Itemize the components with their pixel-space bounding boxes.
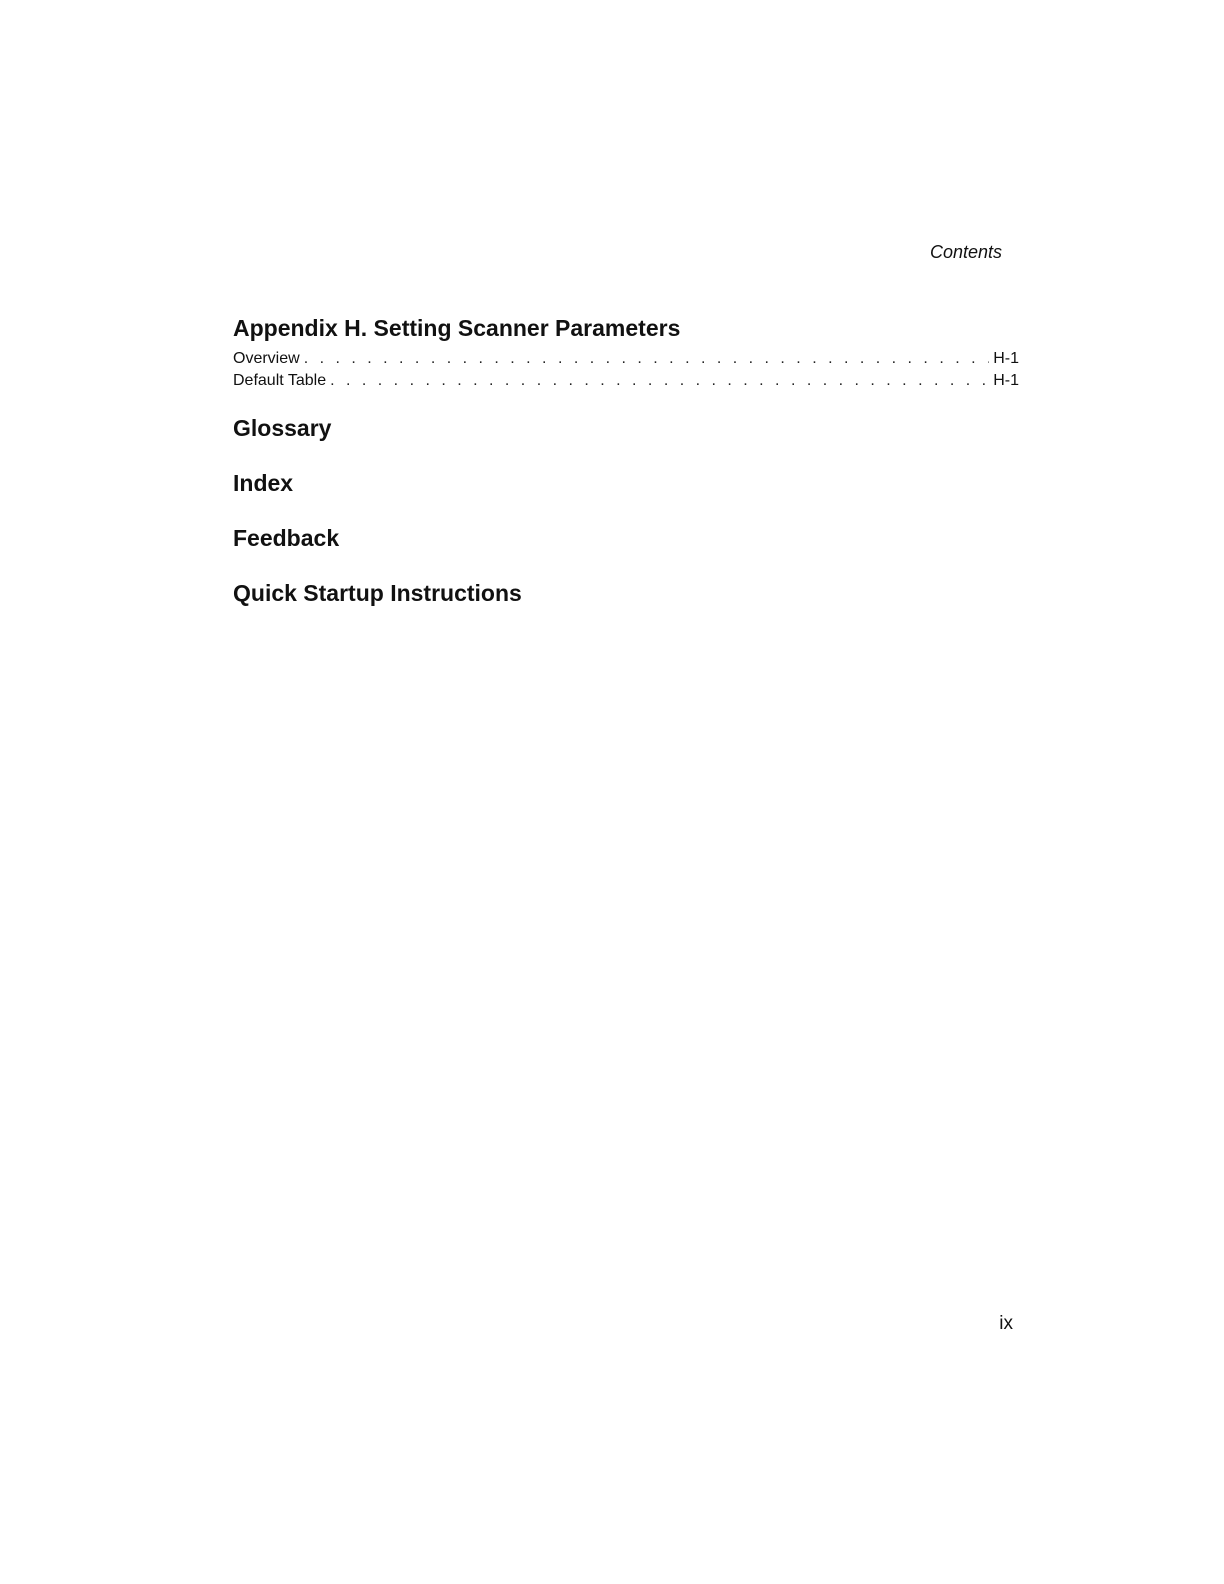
toc-entry[interactable]: [233, 348, 1019, 370]
dot-leader: [304, 348, 990, 370]
table-of-contents: [233, 312, 1019, 609]
section-title[interactable]: Feedback: [233, 525, 340, 551]
toc-section-feedback: [233, 522, 1019, 554]
toc-entry-label: Default Table: [233, 372, 327, 389]
toc-entry[interactable]: [233, 370, 1019, 392]
toc-entry-page: H-1: [993, 372, 1019, 389]
toc-section-glossary: [233, 412, 1019, 444]
toc-section-quick-startup: [233, 577, 1019, 609]
running-header: Contents: [929, 242, 1002, 262]
toc-entry-label: Overview: [233, 350, 300, 367]
toc-entry-list: [233, 348, 1019, 392]
section-title[interactable]: Glossary: [233, 415, 332, 441]
toc-entry-page: H-1: [993, 350, 1019, 367]
section-title[interactable]: Index: [233, 470, 294, 496]
page-number: ix: [999, 1313, 1013, 1334]
dot-leader: [330, 370, 989, 392]
toc-section-index: [233, 467, 1019, 499]
section-title[interactable]: Quick Startup Instructions: [233, 580, 522, 606]
toc-section-appendix-h: [233, 312, 1019, 392]
section-title[interactable]: Appendix H. Setting Scanner Parameters: [233, 315, 681, 341]
